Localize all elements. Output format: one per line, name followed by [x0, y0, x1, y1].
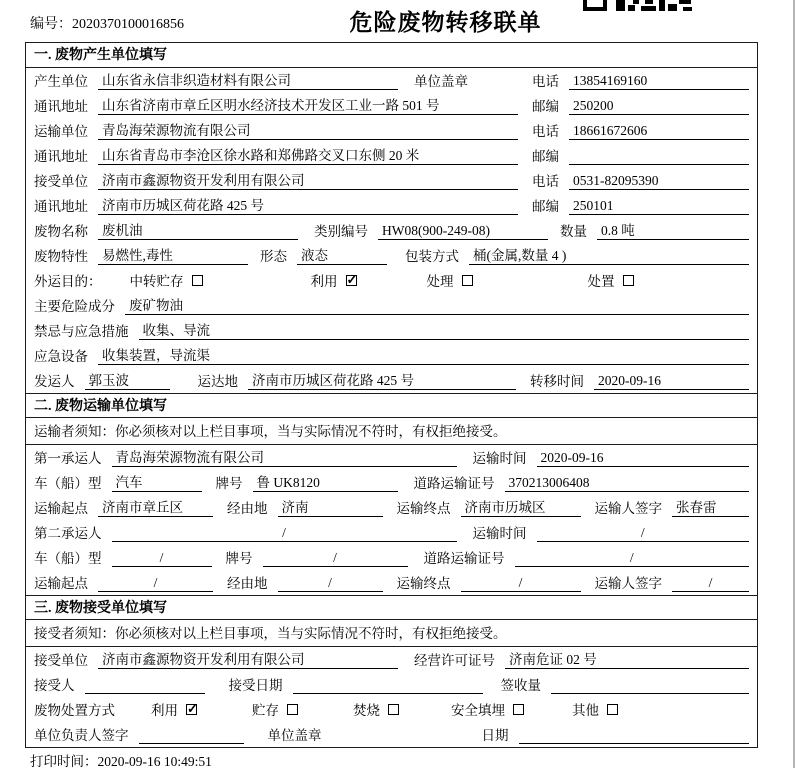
zip2-label: 邮编 [532, 149, 559, 164]
endpoint2-label: 运输终点 [396, 576, 451, 591]
row-vehicle2 [26, 545, 757, 570]
address3-label: 通讯地址 [34, 199, 88, 214]
row-waste-character [26, 243, 757, 268]
carrier-sign1-value: 张春雷 [672, 499, 749, 517]
row-route2 [26, 570, 757, 595]
row-hazard-component [26, 293, 757, 318]
character-value: 易燃性,毒性 [98, 247, 248, 265]
packing-value: 桶(金属,数量 4 ) [469, 247, 749, 265]
address3-value: 济南市历城区荷花路 425 号 [98, 197, 518, 215]
license-label: 经营许可证号 [414, 653, 495, 668]
print-time [30, 750, 212, 770]
carrier-sign2-value: / [672, 574, 749, 592]
producer-label: 产生单位 [34, 74, 88, 89]
origin1-value: 济南市章丘区 [98, 499, 213, 517]
date-label: 日期 [481, 728, 509, 743]
option-treat-label: 处理 [426, 274, 454, 289]
form-label: 形态 [260, 249, 287, 264]
option-disposal-other [572, 699, 618, 719]
option-disposal-incinerate [353, 699, 399, 719]
serial-label: 编号： [30, 17, 72, 32]
license-value: 济南危证 02 号 [505, 651, 749, 669]
utilize-checkbox [346, 275, 357, 286]
row-producer-address [26, 93, 757, 118]
endpoint2-value: / [461, 574, 581, 592]
transporter-value: 青岛海荣源物流有限公司 [98, 122, 518, 140]
producer-value: 山东省永信非织造材料有限公司 [98, 72, 398, 90]
row-acceptor [26, 672, 757, 697]
first-carrier-label: 第一承运人 [34, 451, 102, 466]
phone3-value: 0531-82095390 [569, 172, 749, 190]
plate1-value: 鲁 UK8120 [253, 474, 398, 492]
disposal-utilize-label: 利用 [151, 703, 178, 718]
plate1-label: 牌号 [215, 476, 243, 491]
road-permit1-label: 道路运输证号 [413, 476, 495, 491]
origin2-label: 运输起点 [34, 576, 88, 591]
endpoint1-label: 运输终点 [396, 501, 451, 516]
transfer-form [25, 42, 758, 748]
option-utilize [311, 270, 357, 290]
emergency-equipment-value: 收集装置，导流渠 [98, 347, 749, 365]
plate2-label: 牌号 [225, 551, 253, 566]
date-value [519, 727, 750, 744]
phone2-value: 18661672606 [569, 122, 749, 140]
option-utilize-label: 利用 [310, 274, 338, 289]
accept-date-label: 接受日期 [228, 678, 283, 693]
disposal-landfill-label: 安全填埋 [451, 703, 505, 718]
option-dispose [588, 270, 634, 290]
road-permit1-value: 370213006408 [505, 474, 750, 492]
qr-code-fragment-icon [583, 0, 695, 12]
row-accept-unit [26, 647, 757, 672]
vehicle-type1-label: 车（船）型 [34, 476, 102, 491]
character-label: 废物特性 [34, 249, 88, 264]
quantity-value: 0.8 吨 [597, 222, 749, 240]
dispose-checkbox [623, 275, 634, 286]
page-title: 危险废物转移联单 [349, 10, 542, 35]
transport-time2-label: 运输时间 [472, 526, 527, 541]
print-time-value: 2020-09-16 10:49:51 [97, 754, 212, 769]
zip3-value: 250101 [569, 197, 749, 215]
origin2-value: / [98, 574, 213, 592]
row-transfer-purpose [26, 268, 757, 293]
acceptor-value [85, 677, 205, 694]
packing-label: 包装方式 [405, 249, 459, 264]
responsible-sign-value [139, 727, 244, 744]
vehicle-type2-value: / [112, 549, 212, 567]
received-amount-label: 签收量 [500, 678, 541, 693]
carrier-sign2-label: 运输人签字 [594, 576, 662, 591]
accept-unit-label: 接受单位 [34, 653, 88, 668]
emergency-measures-label: 禁忌与应急措施 [34, 324, 129, 339]
first-carrier-value: 青岛海荣源物流有限公司 [112, 449, 457, 467]
via2-value: / [278, 574, 383, 592]
row-second-carrier [26, 520, 757, 545]
address2-value: 山东省青岛市李沧区徐水路和郑佛路交叉口东侧 20 米 [98, 147, 518, 165]
transport-time1-value: 2020-09-16 [537, 449, 750, 467]
transport-time2-value: / [537, 524, 750, 542]
category-label: 类别编号 [314, 224, 368, 239]
disposal-storage-label: 贮存 [252, 703, 279, 718]
destination-label: 运达地 [197, 374, 238, 389]
section1-title: 一. 废物产生单位填写 [26, 43, 757, 68]
acceptor-label: 接受人 [34, 678, 75, 693]
option-disposal-storage [252, 699, 298, 719]
disposal-incinerate-checkbox [388, 704, 399, 715]
receiver-label: 接受单位 [34, 174, 88, 189]
transfer-date-value: 2020-09-16 [594, 372, 749, 390]
received-amount-value [551, 677, 749, 694]
road-permit2-value: / [515, 549, 750, 567]
disposal-storage-checkbox [287, 704, 298, 715]
category-value: HW08(900-249-08) [378, 222, 548, 240]
option-treat [427, 270, 473, 290]
zip1-label: 邮编 [532, 99, 559, 114]
purpose-label: 外运目的： [34, 274, 102, 289]
row-route1 [26, 495, 757, 520]
disposal-other-checkbox [607, 704, 618, 715]
section3-title: 三. 废物接受单位填写 [26, 595, 757, 620]
option-transit-storage-label: 中转贮存 [129, 274, 184, 289]
emergency-equipment-label: 应急设备 [34, 349, 88, 364]
second-carrier-label: 第二承运人 [34, 526, 102, 541]
zip2-value [569, 148, 749, 165]
hazard-component-label: 主要危险成分 [34, 299, 115, 314]
waste-name-label: 废物名称 [34, 224, 88, 239]
receiver-value: 济南市鑫源物资开发利用有限公司 [98, 172, 518, 190]
option-transit-storage [130, 270, 203, 290]
transporter-label: 运输单位 [34, 124, 88, 139]
unit-seal-label: 单位盖章 [267, 728, 322, 743]
phone1-value: 13854169160 [569, 72, 749, 90]
phone1-label: 电话 [532, 74, 559, 89]
row-transporter [26, 118, 757, 143]
receiver-notice: 接受者须知：你必须核对以上栏目事项，当与实际情况不符时，有权拒绝接受。 [26, 620, 757, 647]
row-waste-name [26, 218, 757, 243]
serial-value: 2020370100016856 [72, 17, 184, 32]
row-receiver [26, 168, 757, 193]
option-disposal-utilize [151, 699, 197, 719]
disposal-incinerate-label: 焚烧 [353, 703, 380, 718]
section2-title: 二. 废物运输单位填写 [26, 393, 757, 418]
transit-storage-checkbox [192, 275, 203, 286]
via1-label: 经由地 [227, 501, 268, 516]
via2-label: 经由地 [227, 576, 268, 591]
row-receiver-address [26, 193, 757, 218]
print-time-label: 打印时间： [30, 754, 98, 769]
row-emergency-equipment [26, 343, 757, 368]
transport-time1-label: 运输时间 [472, 451, 527, 466]
form-value: 液态 [297, 247, 387, 265]
treat-checkbox [462, 275, 473, 286]
consignor-label: 发运人 [34, 374, 75, 389]
transfer-date-label: 转移时间 [530, 374, 584, 389]
row-consignor [26, 368, 757, 393]
seal-label: 单位盖章 [414, 74, 468, 89]
origin1-label: 运输起点 [34, 501, 88, 516]
destination-value: 济南市历城区荷花路 425 号 [248, 372, 516, 390]
consignor-value: 郭玉波 [85, 372, 170, 390]
option-disposal-landfill [451, 699, 524, 719]
waste-name-value: 废机油 [98, 222, 298, 240]
row-transporter-address [26, 143, 757, 168]
address2-label: 通讯地址 [34, 149, 88, 164]
plate2-value: / [263, 549, 408, 567]
accept-date-value [293, 677, 483, 694]
vehicle-type1-value: 汽车 [112, 474, 202, 492]
vehicle-type2-label: 车（船）型 [34, 551, 102, 566]
row-first-carrier [26, 445, 757, 470]
window-edge-divider [793, 0, 795, 768]
second-carrier-value: / [112, 524, 457, 542]
zip3-label: 邮编 [532, 199, 559, 214]
road-permit2-label: 道路运输证号 [423, 551, 505, 566]
option-dispose-label: 处置 [587, 274, 615, 289]
document-header [0, 0, 796, 42]
responsible-sign-label: 单位负责人签字 [34, 728, 129, 743]
disposal-landfill-checkbox [513, 704, 524, 715]
disposal-method-label: 废物处置方式 [34, 703, 115, 718]
accept-unit-value: 济南市鑫源物资开发利用有限公司 [98, 651, 398, 669]
quantity-label: 数量 [560, 224, 587, 239]
row-responsible-sign [26, 722, 757, 747]
row-emergency-measures [26, 318, 757, 343]
disposal-utilize-checkbox [186, 704, 197, 715]
row-producer [26, 68, 757, 93]
transporter-notice: 运输者须知：你必须核对以上栏目事项，当与实际情况不符时，有权拒绝接受。 [26, 418, 757, 445]
zip1-value: 250200 [569, 97, 749, 115]
address1-value: 山东省济南市章丘区明水经济技术开发区工业一路 501 号 [98, 97, 518, 115]
carrier-sign1-label: 运输人签字 [594, 501, 662, 516]
emergency-measures-value: 收集、导流 [139, 322, 750, 340]
hazard-component-value: 废矿物油 [125, 297, 749, 315]
disposal-other-label: 其他 [572, 703, 599, 718]
row-vehicle1 [26, 470, 757, 495]
address1-label: 通讯地址 [34, 99, 88, 114]
row-disposal-method [26, 697, 757, 722]
phone2-label: 电话 [532, 124, 559, 139]
phone3-label: 电话 [532, 174, 559, 189]
via1-value: 济南 [278, 499, 383, 517]
endpoint1-value: 济南市历城区 [461, 499, 581, 517]
